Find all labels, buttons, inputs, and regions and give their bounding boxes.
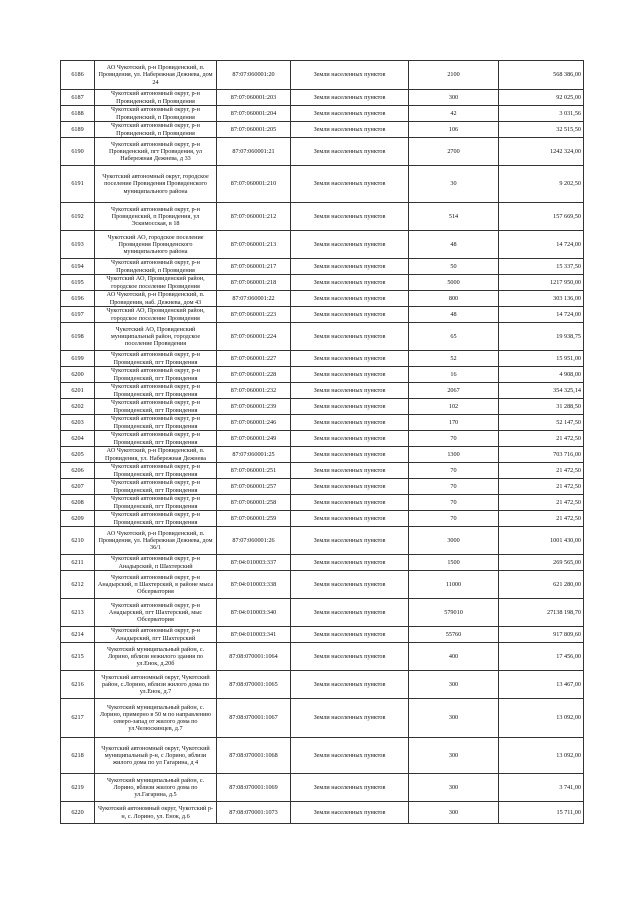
row-number: 6198 [61,323,95,351]
address-cell: Чукотский АО, Провиденский район, городское поселение Провидения [95,307,217,323]
cadastral-value-cell: 27138 198,70 [499,599,584,627]
address-cell: Чукотский автономный округ, р-н Провиденский, пгт Провидения [95,351,217,367]
table-row [61,383,584,399]
cadastral-value-cell: 4 908,00 [499,367,584,383]
land-category-cell: Земли населенных пунктов [291,495,409,511]
area-cell: 16 [409,367,499,383]
cadastral-number-cell: 87:07:060001:205 [217,122,291,138]
land-category-cell: Земли населенных пунктов [291,307,409,323]
cadastral-number-cell: 87:07:060001:232 [217,383,291,399]
area-cell: 2100 [409,61,499,90]
table-row [61,106,584,122]
cadastral-number-cell: 87:07:060001:21 [217,138,291,166]
cadastral-value-cell: 1001 430,00 [499,527,584,555]
table-row [61,203,584,231]
row-number: 6207 [61,479,95,495]
land-category-cell: Земли населенных пунктов [291,699,409,738]
table-row [61,138,584,166]
table-row [61,61,584,90]
row-number: 6217 [61,699,95,738]
cadastral-value-cell: 15 951,00 [499,351,584,367]
cadastral-value-cell: 1242 324,00 [499,138,584,166]
land-category-cell: Земли населенных пунктов [291,367,409,383]
area-cell: 65 [409,323,499,351]
cadastral-number-cell: 87:07:060001:203 [217,90,291,106]
table-row [61,291,584,307]
cadastral-value-cell: 14 724,00 [499,231,584,259]
address-cell: Чукотский автономный округ, городское поселение Провидения Провиденского муниципального района [95,166,217,203]
address-cell: Чукотский автономный округ, р-н Провиденский, пгт Провидения [95,431,217,447]
address-cell: Чукотский автономный округ, р-н Анадырский, пгт Шахтерский [95,627,217,643]
cadastral-value-cell: 21 472,50 [499,495,584,511]
row-number: 6213 [61,599,95,627]
cadastral-value-cell: 354 325,14 [499,383,584,399]
row-number: 6187 [61,90,95,106]
land-category-cell: Земли населенных пунктов [291,463,409,479]
area-cell: 102 [409,399,499,415]
cadastral-value-cell: 621 280,00 [499,571,584,599]
row-number: 6204 [61,431,95,447]
address-cell: Чукотский АО, Провиденский муниципальный район, городское поселение Провидения [95,323,217,351]
area-cell: 2067 [409,383,499,399]
table-row [61,671,584,699]
cadastral-number-cell: 87:07:060001:227 [217,351,291,367]
cadastral-number-cell: 87:07:060001:249 [217,431,291,447]
address-cell: Чукотский автономный округ, р-н Провиденский, пгт Провидения [95,511,217,527]
address-cell: Чукотский автономный округ, Чукотский р-н, с. Лорино, ул. Енок, д.6 [95,802,217,824]
cadastral-number-cell: 87:07:060001:246 [217,415,291,431]
row-number: 6214 [61,627,95,643]
cadastral-number-cell: 87:08:070001:1064 [217,643,291,671]
cadastral-value-cell: 32 515,50 [499,122,584,138]
row-number: 6215 [61,643,95,671]
row-number: 6201 [61,383,95,399]
cadastral-number-cell: 87:07:060001:212 [217,203,291,231]
cadastral-value-cell: 269 565,00 [499,555,584,571]
land-category-cell: Земли населенных пунктов [291,166,409,203]
area-cell: 170 [409,415,499,431]
row-number: 6205 [61,447,95,463]
area-cell: 42 [409,106,499,122]
table-body [61,61,584,824]
cadastral-number-cell: 87:07:060001:223 [217,307,291,323]
table-row [61,627,584,643]
cadastral-value-cell: 1217 950,00 [499,275,584,291]
area-cell: 48 [409,307,499,323]
cadastral-value-cell: 21 472,50 [499,479,584,495]
address-cell: Чукотский муниципальный район, с. Лорино, вблизи нежилого здания по ул.Енок, д.20б [95,643,217,671]
table-row [61,802,584,824]
cadastral-number-cell: 87:08:070001:1069 [217,774,291,802]
row-number: 6218 [61,738,95,774]
address-cell: Чукотский автономный округ, р-н Провиденский, п Провидения, ул Эскимосская, в 18 [95,203,217,231]
cadastral-value-cell: 21 472,50 [499,431,584,447]
row-number: 6190 [61,138,95,166]
area-cell: 50 [409,259,499,275]
address-cell: Чукотский АО, городское поселение Провидения Провиденского муниципального района [95,231,217,259]
address-cell: Чукотский автономный округ, р-н Провиденский, пгт Провидения [95,415,217,431]
area-cell: 48 [409,231,499,259]
land-category-cell: Земли населенных пунктов [291,291,409,307]
cadastral-number-cell: 87:07:060001:210 [217,166,291,203]
address-cell: Чукотский автономный округ, р-н Провиденский, пгт Провидения [95,399,217,415]
address-cell: Чукотский муниципальный район, с. Лорино, примерно в 50 м по направлению северо-запад от жилого дома по ул.Челюскинцев, д.7 [95,699,217,738]
cadastral-number-cell: 87:07:060001:217 [217,259,291,275]
cadastral-value-cell: 13 092,00 [499,699,584,738]
address-cell: Чукотский АО, Провиденский район, городское поселение Провидения [95,275,217,291]
area-cell: 400 [409,643,499,671]
address-cell: Чукотский муниципальный район, с. Лорино, вблизи жилого дома по ул.Гагарина, д.5 [95,774,217,802]
table-row [61,166,584,203]
row-number: 6220 [61,802,95,824]
cadastral-number-cell: 87:07:060001:258 [217,495,291,511]
land-category-cell: Земли населенных пунктов [291,323,409,351]
land-category-cell: Земли населенных пунктов [291,90,409,106]
address-cell: Чукотский автономный округ, р-н Провиденский, пгт Провидения [95,463,217,479]
row-number: 6194 [61,259,95,275]
table-row [61,90,584,106]
area-cell: 5000 [409,275,499,291]
cadastral-number-cell: 87:07:060001:26 [217,527,291,555]
address-cell: Чукотский автономный округ, р-н Провиденский, пгт Провидения [95,495,217,511]
land-category-cell: Земли населенных пунктов [291,555,409,571]
land-category-cell: Земли населенных пунктов [291,643,409,671]
row-number: 6206 [61,463,95,479]
table-row [61,774,584,802]
row-number: 6208 [61,495,95,511]
row-number: 6191 [61,166,95,203]
address-cell: Чукотский автономный округ, р-н Провиденский, п Провидения [95,90,217,106]
cadastral-value-cell: 703 716,00 [499,447,584,463]
area-cell: 55760 [409,627,499,643]
row-number: 6211 [61,555,95,571]
land-category-cell: Земли населенных пунктов [291,231,409,259]
table-row [61,699,584,738]
table-row [61,431,584,447]
area-cell: 30 [409,166,499,203]
area-cell: 514 [409,203,499,231]
cadastral-value-cell: 31 288,50 [499,399,584,415]
cadastral-number-cell: 87:08:070001:1067 [217,699,291,738]
land-category-cell: Земли населенных пунктов [291,259,409,275]
cadastral-number-cell: 87:04:010003:341 [217,627,291,643]
table-row [61,275,584,291]
row-number: 6197 [61,307,95,323]
row-number: 6203 [61,415,95,431]
land-category-cell: Земли населенных пунктов [291,447,409,463]
cadastral-value-cell: 15 337,50 [499,259,584,275]
land-category-cell: Земли населенных пунктов [291,599,409,627]
cadastral-value-cell: 3 741,00 [499,774,584,802]
cadastral-number-cell: 87:07:060001:257 [217,479,291,495]
area-cell: 11000 [409,571,499,599]
row-number: 6192 [61,203,95,231]
cadastral-value-cell: 19 938,75 [499,323,584,351]
cadastral-value-cell: 303 136,00 [499,291,584,307]
land-category-cell: Земли населенных пунктов [291,431,409,447]
row-number: 6212 [61,571,95,599]
cadastral-value-cell: 52 147,50 [499,415,584,431]
table-row [61,122,584,138]
address-cell: Чукотский автономный округ, р-н Провиденский, пгт Провидения [95,383,217,399]
area-cell: 300 [409,671,499,699]
cadastral-number-cell: 87:08:070001:1068 [217,738,291,774]
table-row [61,599,584,627]
table-row [61,527,584,555]
land-category-cell: Земли населенных пунктов [291,571,409,599]
cadastral-value-cell: 15 711,00 [499,802,584,824]
area-cell: 70 [409,495,499,511]
cadastral-value-cell: 21 472,50 [499,511,584,527]
row-number: 6199 [61,351,95,367]
row-number: 6210 [61,527,95,555]
table-row [61,351,584,367]
area-cell: 70 [409,463,499,479]
row-number: 6216 [61,671,95,699]
table-row [61,415,584,431]
area-cell: 70 [409,511,499,527]
area-cell: 1300 [409,447,499,463]
land-category-cell: Земли населенных пунктов [291,671,409,699]
row-number: 6202 [61,399,95,415]
address-cell: Чукотский автономный округ, Чукотский район, с.Лорино, вблизи жилого дома по ул.Енок, д.7 [95,671,217,699]
table-row [61,323,584,351]
area-cell: 300 [409,90,499,106]
address-cell: Чукотский автономный округ, р-н Провиденский, п Провидения [95,122,217,138]
table-row [61,259,584,275]
row-number: 6195 [61,275,95,291]
land-category-cell: Земли населенных пунктов [291,802,409,824]
cadastral-value-cell: 157 669,50 [499,203,584,231]
land-category-cell: Земли населенных пунктов [291,479,409,495]
address-cell: Чукотский автономный округ, р-н Провиденский, п Провидения [95,106,217,122]
row-number: 6189 [61,122,95,138]
cadastral-number-cell: 87:07:060001:25 [217,447,291,463]
row-number: 6200 [61,367,95,383]
address-cell: Чукотский автономный округ, р-н Анадырский, п Шахтерский [95,555,217,571]
table-row [61,231,584,259]
cadastral-number-cell: 87:07:060001:204 [217,106,291,122]
cadastral-number-cell: 87:04:010003:337 [217,555,291,571]
cadastral-value-cell: 13 092,00 [499,738,584,774]
address-cell: Чукотский автономный округ, р-н Провиденский, пгт Провидения [95,367,217,383]
table-row [61,738,584,774]
address-cell: АО Чукотский, р-н Провиденский, п. Провидения, ул. Набережная Дежнева, дом 24 [95,61,217,90]
table-row [61,643,584,671]
land-category-cell: Земли населенных пунктов [291,351,409,367]
cadastral-value-cell: 21 472,50 [499,463,584,479]
table-row [61,511,584,527]
registry-sheet [60,60,583,824]
land-registry-table [60,60,584,824]
land-category-cell: Земли населенных пунктов [291,61,409,90]
address-cell: Чукотский автономный округ, р-н Анадырский, п Шахтерский, в районе мыса Обсерватория [95,571,217,599]
table-row [61,399,584,415]
land-category-cell: Земли населенных пунктов [291,415,409,431]
area-cell: 2700 [409,138,499,166]
address-cell: Чукотский автономный округ, р-н Провиденский, пгт Провидения [95,479,217,495]
area-cell: 300 [409,802,499,824]
area-cell: 300 [409,738,499,774]
address-cell: Чукотский автономный округ, Чукотский муниципальный р-н, с Лорино, вблизи жилого дома по ул Гагарина, д 4 [95,738,217,774]
cadastral-number-cell: 87:07:060001:213 [217,231,291,259]
cadastral-number-cell: 87:07:060001:259 [217,511,291,527]
area-cell: 106 [409,122,499,138]
table-row [61,307,584,323]
land-category-cell: Земли населенных пунктов [291,511,409,527]
table-row [61,463,584,479]
area-cell: 70 [409,431,499,447]
address-cell: Чукотский автономный округ, р-н Анадырский, пгт Шахтерский, мыс Обсерватория [95,599,217,627]
cadastral-number-cell: 87:07:060001:218 [217,275,291,291]
land-category-cell: Земли населенных пунктов [291,275,409,291]
cadastral-number-cell: 87:07:060001:224 [217,323,291,351]
cadastral-value-cell: 3 031,56 [499,106,584,122]
row-number: 6196 [61,291,95,307]
cadastral-value-cell: 92 025,00 [499,90,584,106]
land-category-cell: Земли населенных пунктов [291,203,409,231]
table-row [61,495,584,511]
land-category-cell: Земли населенных пунктов [291,399,409,415]
cadastral-number-cell: 87:07:060001:239 [217,399,291,415]
cadastral-value-cell: 568 386,00 [499,61,584,90]
table-row [61,367,584,383]
cadastral-number-cell: 87:07:060001:228 [217,367,291,383]
cadastral-number-cell: 87:04:010003:340 [217,599,291,627]
land-category-cell: Земли населенных пунктов [291,738,409,774]
table-row [61,479,584,495]
cadastral-value-cell: 917 809,60 [499,627,584,643]
area-cell: 52 [409,351,499,367]
address-cell: Чукотский автономный округ, р-н Провиденский, пгт Провидения, ул Набережная Дежнева, д 33 [95,138,217,166]
cadastral-number-cell: 87:07:060001:20 [217,61,291,90]
cadastral-number-cell: 87:04:010003:338 [217,571,291,599]
land-category-cell: Земли населенных пунктов [291,627,409,643]
area-cell: 579010 [409,599,499,627]
row-number: 6188 [61,106,95,122]
cadastral-number-cell: 87:08:070001:1073 [217,802,291,824]
address-cell: Чукотский автономный округ, р-н Провиденский, п Провидения [95,259,217,275]
area-cell: 70 [409,479,499,495]
cadastral-value-cell: 14 724,00 [499,307,584,323]
area-cell: 800 [409,291,499,307]
cadastral-number-cell: 87:08:070001:1065 [217,671,291,699]
area-cell: 3000 [409,527,499,555]
row-number: 6186 [61,61,95,90]
cadastral-value-cell: 9 202,50 [499,166,584,203]
row-number: 6209 [61,511,95,527]
land-category-cell: Земли населенных пунктов [291,527,409,555]
address-cell: АО Чукотский, р-н Провиденский, п. Провидения, ул. Набережная Дежнева, дом 36/1 [95,527,217,555]
land-category-cell: Земли населенных пунктов [291,106,409,122]
row-number: 6193 [61,231,95,259]
cadastral-number-cell: 87:07:060001:251 [217,463,291,479]
land-category-cell: Земли населенных пунктов [291,138,409,166]
area-cell: 300 [409,699,499,738]
address-cell: АО Чукотский, р-н Провиденский, п. Провидения, наб. Дежнева, дом 43 [95,291,217,307]
address-cell: АО Чукотский, р-н Провиденский, п. Провидения, ул. Набережная Дежнева [95,447,217,463]
area-cell: 1500 [409,555,499,571]
table-row [61,571,584,599]
row-number: 6219 [61,774,95,802]
table-row [61,447,584,463]
land-category-cell: Земли населенных пунктов [291,122,409,138]
cadastral-value-cell: 13 467,00 [499,671,584,699]
land-category-cell: Земли населенных пунктов [291,383,409,399]
cadastral-value-cell: 17 456,00 [499,643,584,671]
cadastral-number-cell: 87:07:060001:22 [217,291,291,307]
land-category-cell: Земли населенных пунктов [291,774,409,802]
table-row [61,555,584,571]
area-cell: 300 [409,774,499,802]
